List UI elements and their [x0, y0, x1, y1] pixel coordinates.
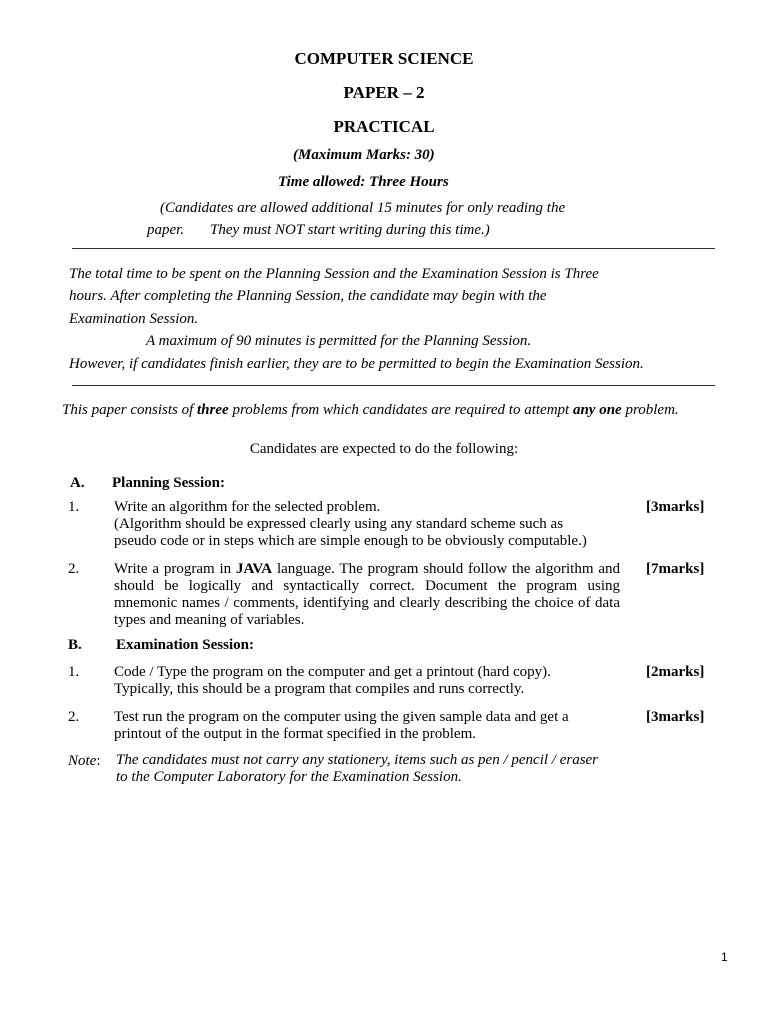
section-a-item2-text: Write a program in JAVA language. The program should follow the algorithm and should be logically and syntactically correct. Document the program using mnemonic names / comments, identifying and clearly describing the choice of data types and meaning of variables. — [114, 561, 620, 628]
reading-note-line1: (Candidates are allowed additional 15 minutes for only reading the — [160, 200, 566, 216]
page-number: 1 — [721, 950, 728, 964]
section-b-title: Examination Session: — [116, 637, 254, 653]
divider-top — [72, 248, 715, 249]
section-a-title: Planning Session: — [112, 475, 225, 491]
expected-heading: Candidates are expected to do the following: — [249, 441, 519, 457]
divider-bottom — [72, 385, 715, 386]
section-b-item1-marks: [2marks] — [646, 664, 705, 680]
section-a-item1-number: 1. — [68, 499, 80, 515]
reading-note-line2a: paper. — [147, 222, 185, 238]
max-marks: (Maximum Marks: 30) — [293, 147, 435, 163]
paper-consists-text: This paper consists of three problems from which candidates are required to attempt any one problem. — [62, 402, 679, 418]
section-a-item2-marks: [7marks] — [646, 561, 705, 577]
section-b-letter: B. — [68, 637, 82, 653]
reading-note-line2b: They must NOT start writing during this time.) — [210, 222, 490, 238]
note-label: Note: — [68, 753, 101, 769]
time-allowed: Time allowed: Three Hours — [278, 174, 449, 190]
instructions-line5: However, if candidates finish earlier, they are to be permitted to begin the Examination Session. — [69, 356, 644, 372]
paper-title: PAPER – 2 — [343, 83, 425, 102]
section-a-letter: A. — [70, 475, 85, 491]
section-b-item1-text: Code / Type the program on the computer and get a printout (hard copy). Typically, this should be a program that compiles and runs correctly. — [114, 664, 551, 697]
section-b-item2-number: 2. — [68, 709, 80, 725]
section-b-item2-text: Test run the program on the computer using the given sample data and get a printout of the output in the format specified in the problem. — [114, 709, 569, 742]
section-a-item1-marks: [3marks] — [646, 499, 705, 515]
section-b-item2-marks: [3marks] — [646, 709, 705, 725]
section-a-item2-number: 2. — [68, 561, 80, 577]
note-text: The candidates must not carry any stationery, items such as pen / pencil / eraser to the Computer Laboratory for the Examination Session. — [116, 752, 599, 785]
instructions-line3: Examination Session. — [69, 311, 199, 327]
instructions-line1: The total time to be spent on the Planning Session and the Examination Session is Three — [69, 266, 599, 282]
section-a-item1-text: Write an algorithm for the selected problem. (Algorithm should be expressed clearly using any standard scheme such as pseudo code or in steps which are simple enough to be obviously computable.) — [114, 499, 587, 549]
section-b-item1-number: 1. — [68, 664, 80, 680]
practical-title: PRACTICAL — [333, 117, 435, 136]
instructions-line2: hours. After completing the Planning Session, the candidate may begin with the — [69, 288, 547, 304]
subject-title: COMPUTER SCIENCE — [294, 49, 474, 68]
instructions-line4: A maximum of 90 minutes is permitted for the Planning Session. — [146, 333, 532, 349]
